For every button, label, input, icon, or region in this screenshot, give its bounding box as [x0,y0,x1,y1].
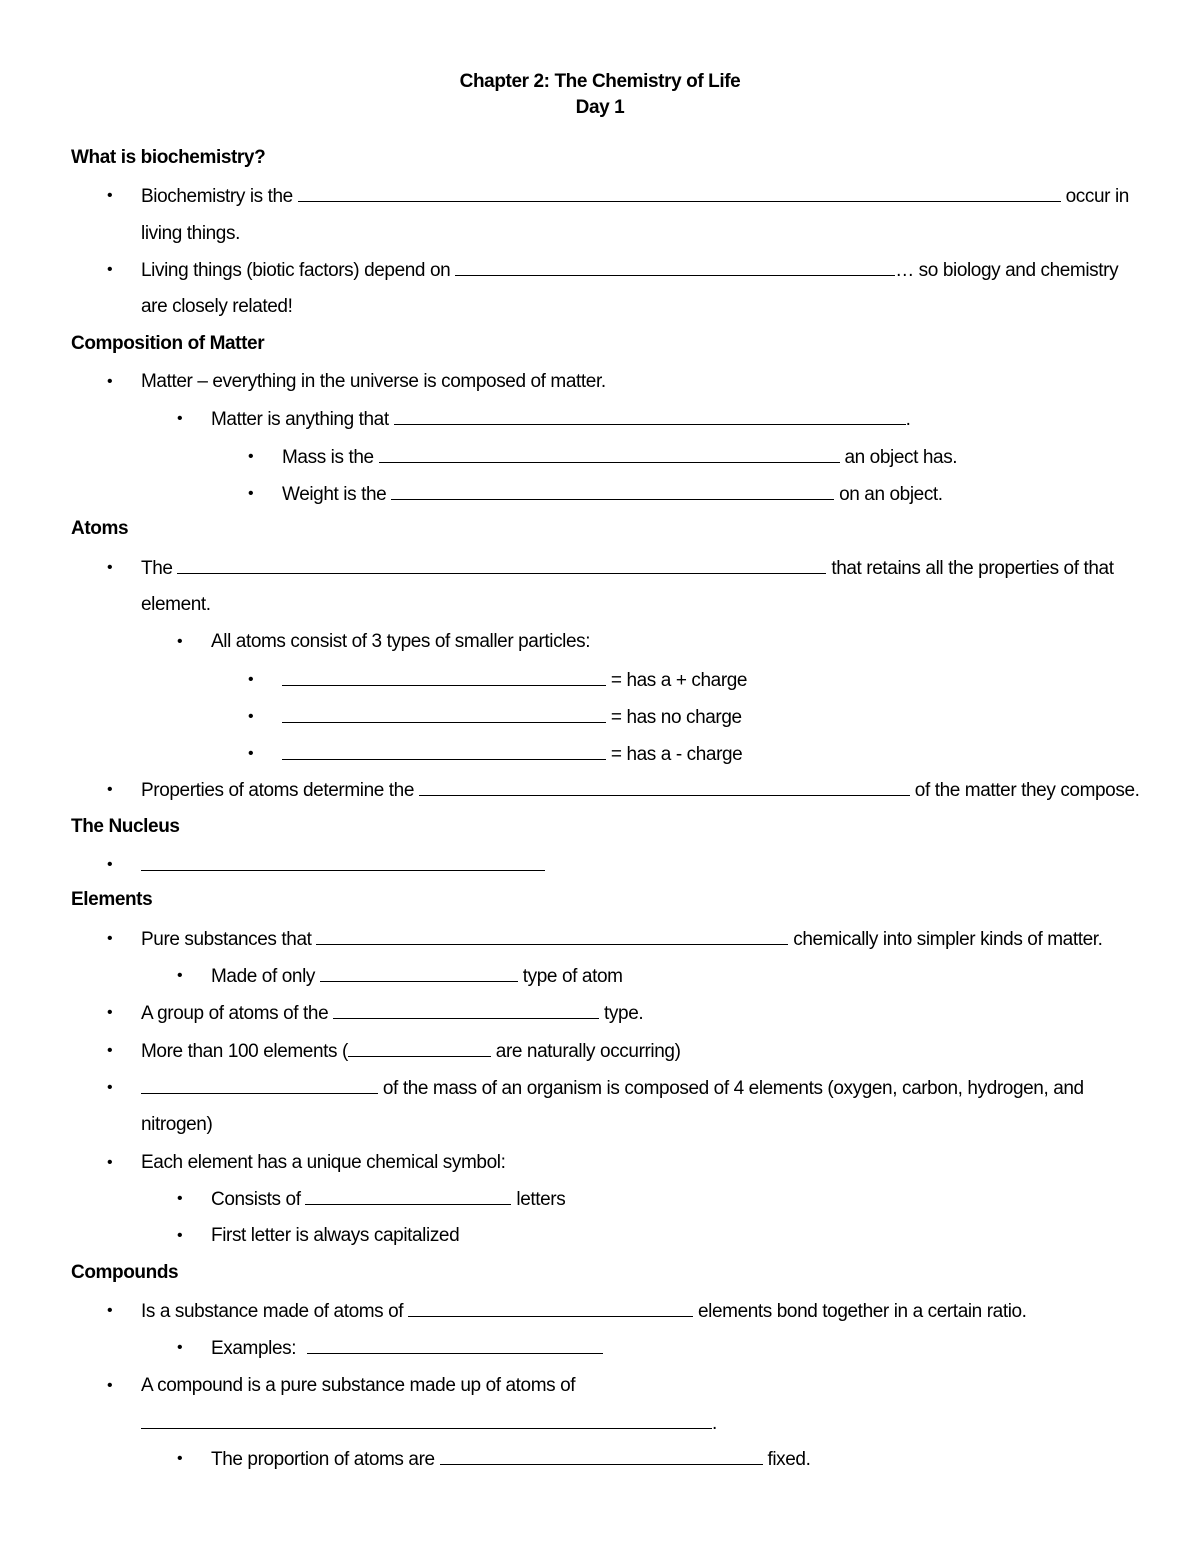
heading-composition-of-matter: Composition of Matter [71,333,265,354]
text: Consists of [211,1189,301,1210]
blank[interactable] [408,1298,693,1317]
page-subtitle: Day 1 [575,97,625,118]
blank[interactable] [379,444,840,463]
text: chemically into simpler kinds of matter. [793,929,1103,950]
line-matter-4 [282,481,943,507]
text: Living things (biotic factors) depend on [141,260,451,281]
heading-atoms: Atoms [71,518,129,539]
bullet-icon: • [177,410,183,427]
text: Is a substance made of atoms of [141,1301,404,1322]
text: elements bond together in a certain ratio. [697,1301,1027,1322]
bullet-icon: • [177,967,183,984]
bullet-icon: • [107,1302,113,1319]
line-compounds-2 [211,1335,603,1361]
line-compounds-1 [141,1298,1027,1324]
line-elements-1 [141,926,1103,952]
bullet-icon: • [107,187,113,204]
bullet-icon: • [248,671,254,688]
line-compounds-3: A compound is a pure substance made up of atoms of [141,1375,576,1396]
line-biochem-1 [141,183,1129,209]
heading-biochemistry: What is biochemistry? [71,147,266,168]
line-biochem-2-cont: are closely related! [141,296,293,317]
text: Mass is the [282,447,374,468]
line-matter-3 [282,444,957,470]
text: Matter is anything that [211,409,389,430]
blank[interactable] [141,1075,378,1094]
bullet-icon: • [248,708,254,725]
text: = has a - charge [610,744,743,765]
text: = has no charge [610,707,742,728]
blank[interactable] [440,1446,763,1465]
line-particle-proton [282,667,747,693]
bullet-icon: • [107,373,113,390]
blank[interactable] [282,667,606,686]
bullet-icon: • [177,1450,183,1467]
text: are naturally occurring) [495,1041,681,1062]
bullet-icon: • [248,448,254,465]
blank[interactable] [141,1410,712,1429]
text: of the mass of an organism is composed of 4 elements (oxygen, carbon, hydrogen, and [382,1078,1084,1099]
blank[interactable] [141,852,545,871]
line-compounds-4 [211,1446,810,1472]
text: fixed. [767,1449,811,1470]
blank[interactable] [282,704,606,723]
blank[interactable] [394,406,906,425]
text: occur in [1065,186,1129,207]
blank[interactable] [320,963,518,982]
bullet-icon: • [107,1004,113,1021]
text: The [141,558,173,579]
line-matter-1: Matter – everything in the universe is composed of matter. [141,371,606,392]
heading-the-nucleus: The Nucleus [71,816,180,837]
text: that retains all the properties of that [831,558,1114,579]
text: Biochemistry is the [141,186,293,207]
line-atoms-3 [141,777,1140,803]
line-particle-neutron [282,704,742,730]
line-elements-4 [141,1038,681,1064]
bullet-icon: • [177,1227,183,1244]
line-elements-7 [211,1186,565,1212]
line-atoms-2: All atoms consist of 3 types of smaller particles: [211,631,591,652]
bullet-icon: • [107,1042,113,1059]
bullet-icon: • [177,1190,183,1207]
bullet-icon: • [107,856,113,873]
page-title: Chapter 2: The Chemistry of Life [459,71,741,92]
blank[interactable] [316,926,788,945]
text: of the matter they compose. [914,780,1140,801]
blank[interactable] [333,1000,599,1019]
line-biochem-2 [141,257,1118,283]
line-nucleus-1 [141,852,545,878]
text: Properties of atoms determine the [141,780,414,801]
line-biochem-1-cont: living things. [141,223,240,244]
text: Weight is the [282,484,387,505]
bullet-icon: • [107,559,113,576]
blank[interactable] [391,481,834,500]
line-atoms-1-cont: element. [141,594,211,615]
text: The proportion of atoms are [211,1449,435,1470]
bullet-icon: • [177,633,183,650]
line-particle-electron [282,741,742,767]
text: type. [604,1003,644,1024]
blank[interactable] [455,257,895,276]
line-elements-5 [141,1075,1084,1101]
text: Examples: [211,1338,297,1359]
blank[interactable] [282,741,606,760]
bullet-icon: • [177,1339,183,1356]
blank[interactable] [298,183,1061,202]
line-matter-2 [211,406,911,432]
heading-compounds: Compounds [71,1262,179,1283]
blank[interactable] [307,1335,603,1354]
text: Made of only [211,966,315,987]
text: type of atom [522,966,623,987]
text: an object has. [844,447,958,468]
text: . [712,1413,717,1434]
text: … so biology and chemistry [895,260,1119,281]
blank[interactable] [348,1038,491,1057]
line-elements-3 [141,1000,643,1026]
bullet-icon: • [107,1079,113,1096]
bullet-icon: • [107,1377,113,1394]
bullet-icon: • [107,261,113,278]
text: Pure substances that [141,929,312,950]
line-compounds-3-cont [141,1410,717,1436]
text: letters [516,1189,566,1210]
text: More than 100 elements ( [141,1041,348,1062]
line-elements-8: First letter is always capitalized [211,1225,460,1246]
bullet-icon: • [107,1154,113,1171]
line-elements-2 [211,963,623,989]
text: . [905,409,911,430]
bullet-icon: • [248,745,254,762]
blank[interactable] [177,555,826,574]
line-elements-5-cont: nitrogen) [141,1114,213,1135]
line-atoms-1 [141,555,1114,581]
text: on an object. [839,484,943,505]
line-elements-6: Each element has a unique chemical symbol: [141,1152,506,1173]
bullet-icon: • [107,781,113,798]
text: = has a + charge [610,670,748,691]
text: A group of atoms of the [141,1003,329,1024]
blank[interactable] [419,777,910,796]
blank[interactable] [305,1186,511,1205]
bullet-icon: • [107,930,113,947]
bullet-icon: • [248,485,254,502]
heading-elements: Elements [71,889,153,910]
